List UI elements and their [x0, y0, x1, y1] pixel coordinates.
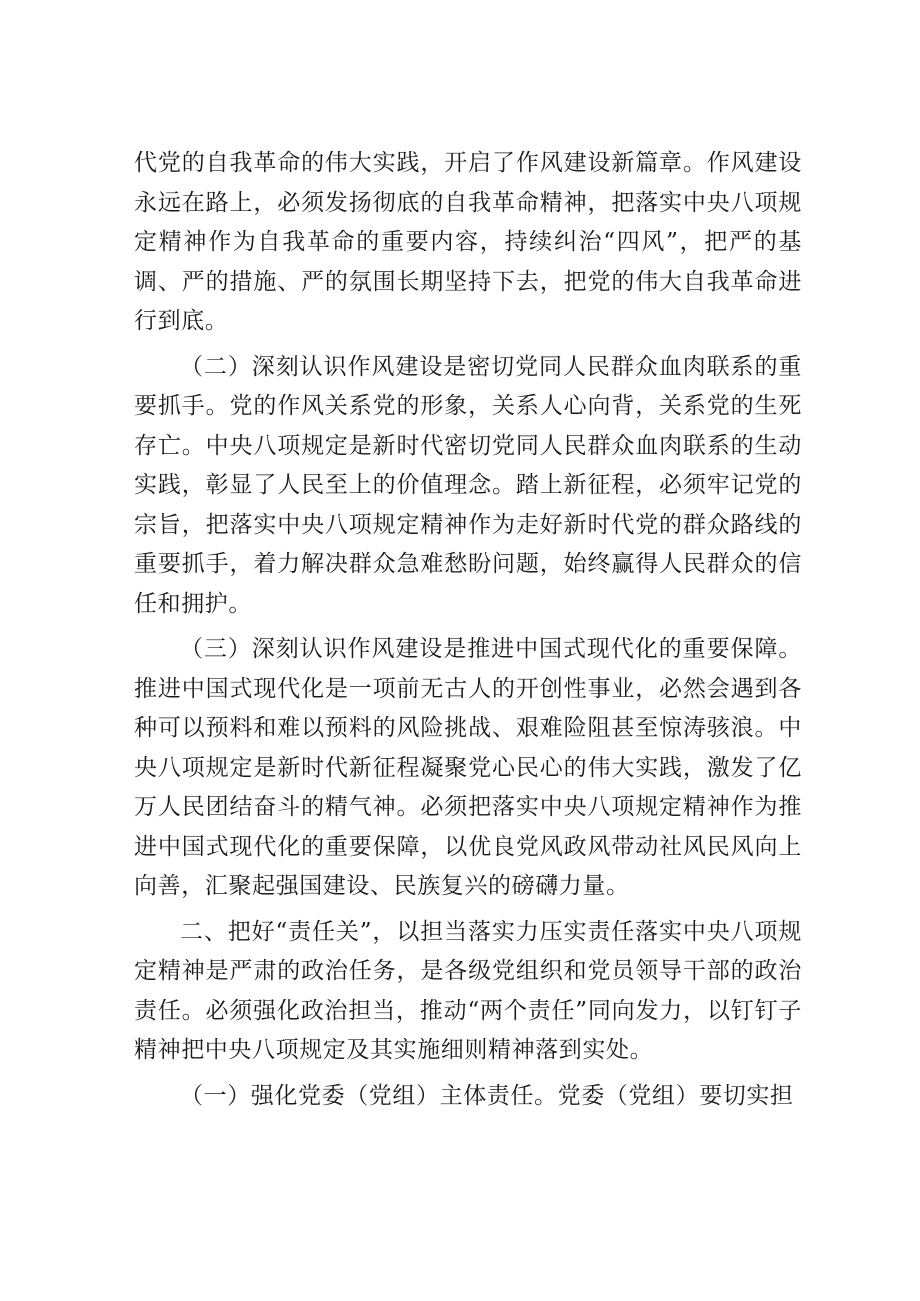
- paragraph-section-3: （三）深刻认识作风建设是推进中国式现代化的重要保障。推进中国式现代化是一项前无古人的开创性事业，必然会遇到各种可以预料和难以预料的风险挑战、艰难险阻甚至惊涛骇浪。中央八项规定是新时代新征程凝聚党心民心的伟大实践，激发了亿万人民团结奋斗的精气神。必须把落实中央八项规定精神作为推进中国式现代化的重要保障，以优良党风政风带动社风民风向上向善，汇聚起强国建设、民族复兴的磅礴力量。: [134, 636, 802, 899]
- paragraph-continuation: 代党的自我革命的伟大实践，开启了作风建设新篇章。作风建设永远在路上，必须发扬彻底的自我革命精神，把落实中央八项规定精神作为自我革命的重要内容，持续纠治“四风”，把严的基调、严的措施、严的氛围长期坚持下去，把党的伟大自我革命进行到底。: [134, 150, 802, 334]
- paragraph-section-1-partial: （一）强化党委（党组）主体责任。党委（党组）要切实担: [180, 1082, 794, 1109]
- paragraph-heading-responsibility: 二、把好“责任关”，以担当落实力压实责任落实中央八项规定精神是严肃的政治任务，是各级党组织和党员领导干部的政治责任。必须强化政治担当，推动“两个责任”同向发力，以钉钉子精神把中央八项规定及其实施细则精神落到实处。: [134, 918, 802, 1063]
- paragraph-section-2: （二）深刻认识作风建设是密切党同人民群众血肉联系的重要抓手。党的作风关系党的形象，关系人心向背，关系党的生死存亡。中央八项规定是新时代密切党同人民群众血肉联系的生动实践，彰显了人民至上的价值理念。踏上新征程，必须牢记党的宗旨，把落实中央八项规定精神作为走好新时代党的群众路线的重要抓手，着力解决群众急难愁盼问题，始终赢得人民群众的信任和拥护。: [134, 353, 802, 617]
- document-body: [134, 144, 802, 1122]
